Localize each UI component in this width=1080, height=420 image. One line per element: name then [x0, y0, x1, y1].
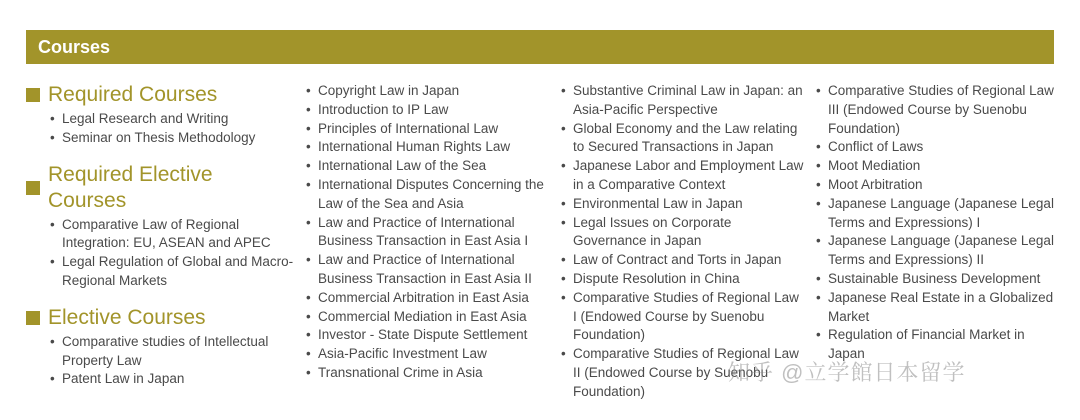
required-courses-title: Required Courses	[48, 83, 218, 106]
list-item: • Commercial Arbitration in East Asia	[306, 289, 546, 308]
list-item: • Japanese Labor and Employment Law in a Comparative Context	[561, 157, 806, 195]
elective-courses-list-3	[561, 82, 806, 402]
column-2	[306, 82, 546, 383]
column-1	[26, 82, 296, 403]
list-item: • Law and Practice of International Business Transaction in East Asia I	[306, 214, 546, 252]
elective-courses-heading	[26, 305, 296, 331]
list-item: • Legal Issues on Corporate Governance in Japan	[561, 214, 806, 252]
list-item: • International Disputes Concerning the Law of the Sea and Asia	[306, 176, 546, 214]
list-item: • Patent Law in Japan	[50, 370, 296, 389]
required-courses-list	[26, 110, 296, 148]
list-item: • Transnational Crime in Asia	[306, 364, 546, 383]
list-item: • Moot Mediation	[816, 157, 1056, 176]
list-item: • Introduction to IP Law	[306, 101, 546, 120]
list-item: • Legal Regulation of Global and Macro-Regional Markets	[50, 253, 296, 291]
column-4	[816, 82, 1056, 364]
list-item: • Regulation of Financial Market in Japan	[816, 326, 1056, 364]
list-item: • Commercial Mediation in East Asia	[306, 308, 546, 327]
list-item: • Substantive Criminal Law in Japan: an Asia-Pacific Perspective	[561, 82, 806, 120]
list-item: • Japanese Language (Japanese Legal Terms and Expressions) II	[816, 232, 1056, 270]
list-item: • Comparative Studies of Regional Law I (Endowed Course by Suenobu Foundation)	[561, 289, 806, 345]
required-elective-courses-title: Required Elective Courses	[48, 162, 213, 212]
list-item: • Law and Practice of International Business Transaction in East Asia II	[306, 251, 546, 289]
list-item: • Comparative Studies of Regional Law II (Endowed Course by Suenobu Foundation)	[561, 345, 806, 401]
list-item: • Environmental Law in Japan	[561, 195, 806, 214]
elective-courses-list-2	[306, 82, 546, 383]
square-bullet-icon	[26, 181, 40, 195]
list-item: • Seminar on Thesis Methodology	[50, 129, 296, 148]
column-3	[561, 82, 806, 402]
list-item: • Conflict of Laws	[816, 138, 1056, 157]
list-item: • Legal Research and Writing	[50, 110, 296, 129]
elective-courses-title: Elective Courses	[48, 305, 206, 329]
list-item: • Sustainable Business Development	[816, 270, 1056, 289]
list-item: • Law of Contract and Torts in Japan	[561, 251, 806, 270]
list-item: • Dispute Resolution in China	[561, 270, 806, 289]
list-item: • International Human Rights Law	[306, 138, 546, 157]
list-item: • Investor - State Dispute Settlement	[306, 326, 546, 345]
list-item: • Asia-Pacific Investment Law	[306, 345, 546, 364]
elective-courses-list	[26, 333, 296, 389]
list-item: • Comparative studies of Intellectual Property Law	[50, 333, 296, 371]
list-item: • Comparative Law of Regional Integration: EU, ASEAN and APEC	[50, 216, 296, 254]
list-item: • Moot Arbitration	[816, 176, 1056, 195]
watermark: 知乎 @立学館日本留学	[728, 360, 966, 385]
required-courses-heading	[26, 82, 296, 108]
elective-courses-list-4	[816, 82, 1056, 364]
elective-courses-section	[26, 305, 296, 389]
list-item: • Comparative Studies of Regional Law III (Endowed Course by Suenobu Foundation)	[816, 82, 1056, 138]
page-title: Courses	[38, 37, 111, 57]
list-item: • Copyright Law in Japan	[306, 82, 546, 101]
list-item: • Principles of International Law	[306, 120, 546, 139]
required-courses-section	[26, 82, 296, 148]
square-bullet-icon	[26, 88, 40, 102]
list-item: • Japanese Language (Japanese Legal Terms and Expressions) I	[816, 195, 1056, 233]
required-elective-courses-heading	[26, 162, 296, 214]
list-item: • Global Economy and the Law relating to Secured Transactions in Japan	[561, 120, 806, 158]
header-bar	[26, 30, 1054, 64]
list-item: • Japanese Real Estate in a Globalized Market	[816, 289, 1056, 327]
square-bullet-icon	[26, 311, 40, 325]
list-item: • International Law of the Sea	[306, 157, 546, 176]
required-elective-courses-list	[26, 216, 296, 291]
required-elective-courses-section	[26, 162, 296, 291]
